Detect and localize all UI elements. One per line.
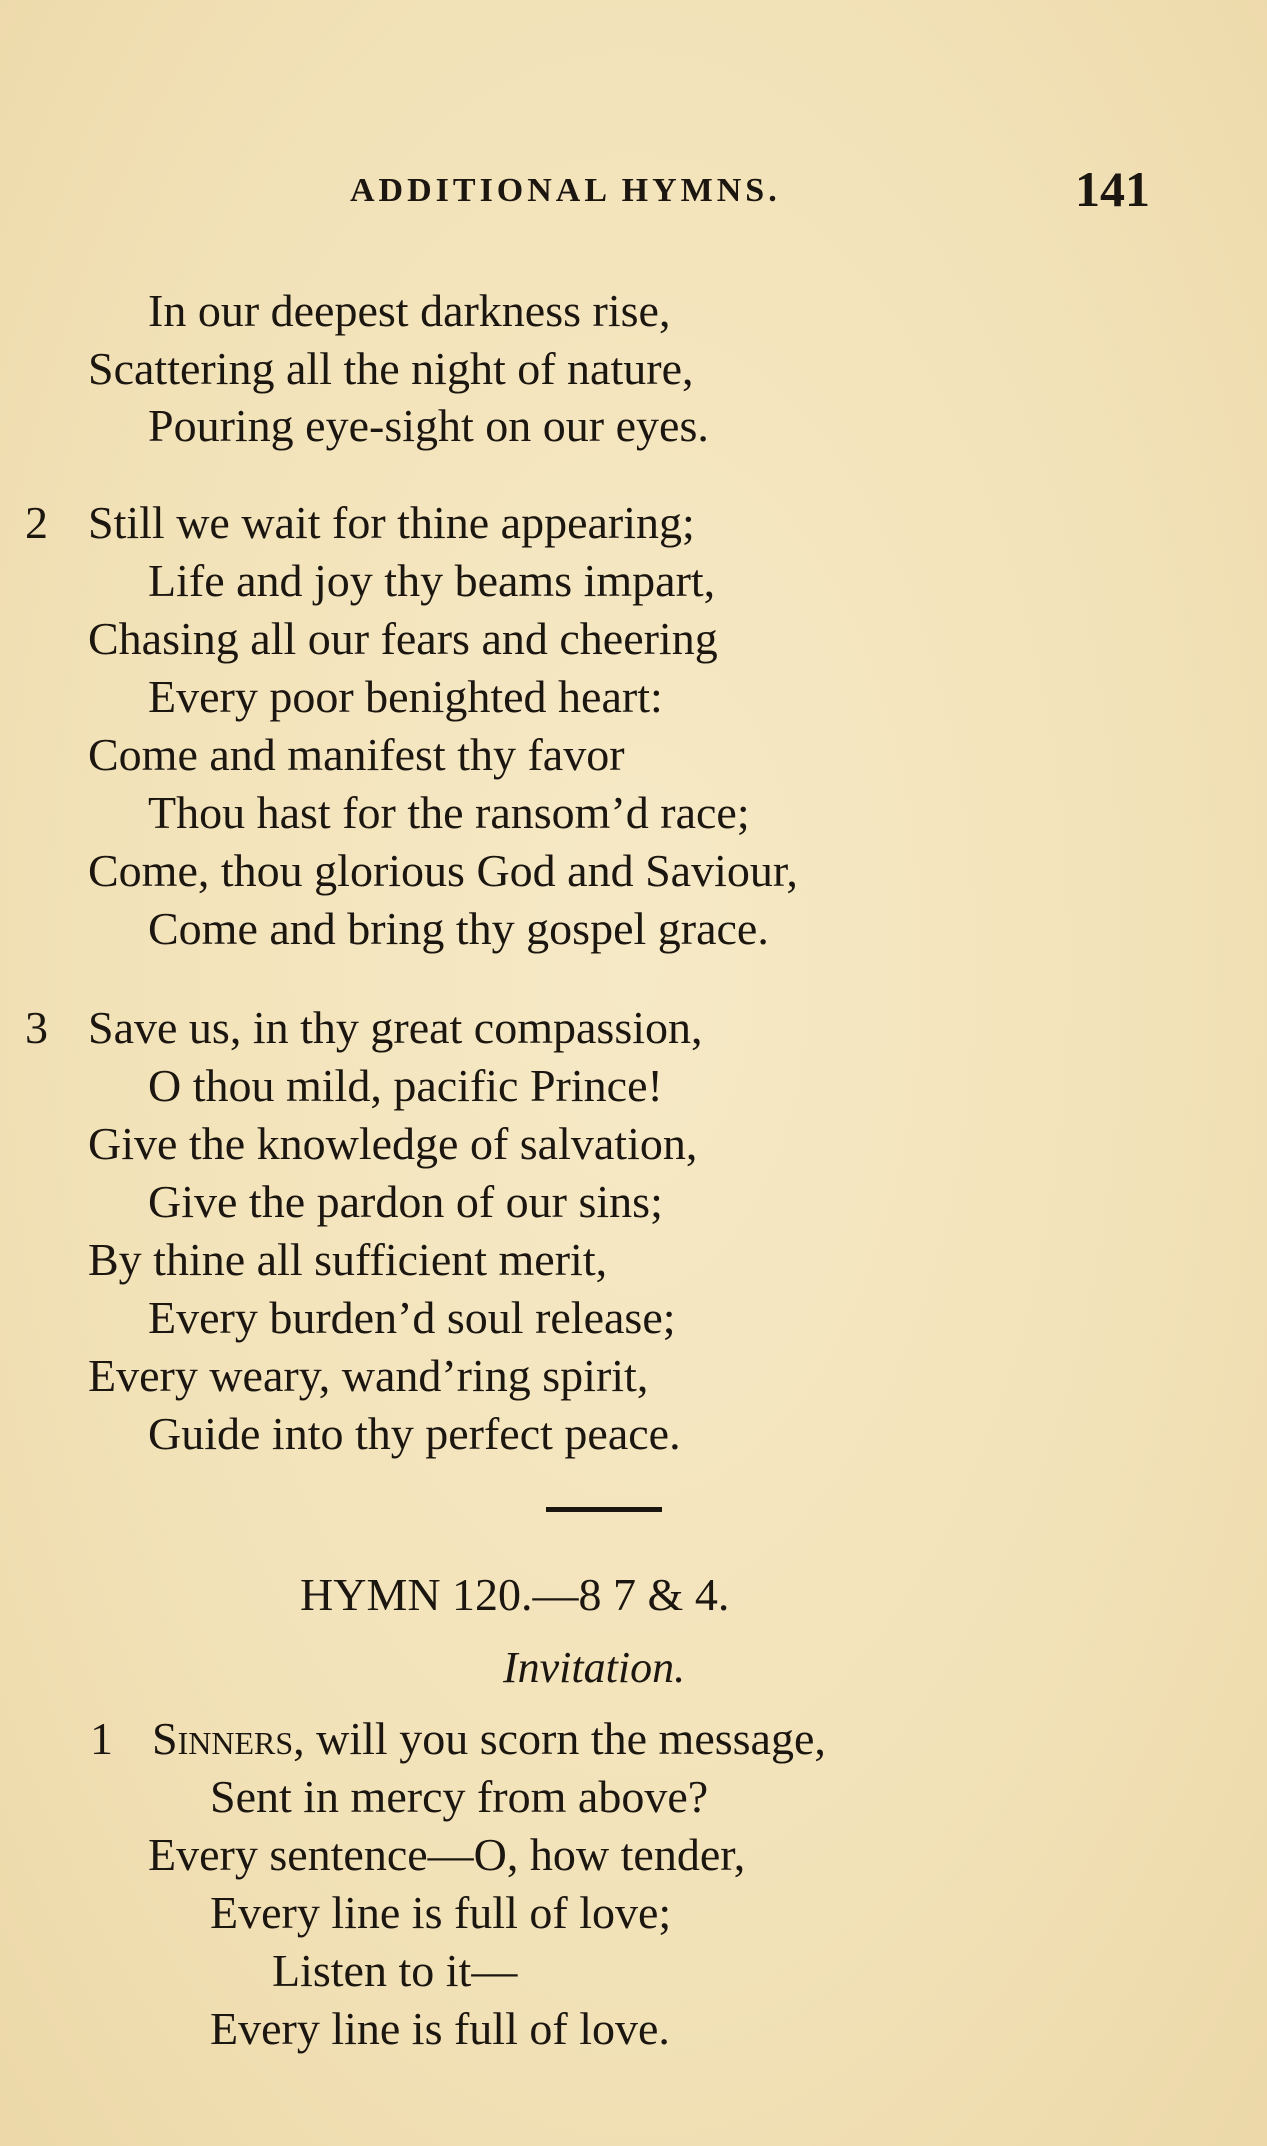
verse-line: Every line is full of love; bbox=[210, 1887, 672, 1938]
verse-line: Every poor benighted heart: bbox=[148, 671, 663, 722]
hymn-title: HYMN 120.—8 7 & 4. bbox=[300, 1569, 730, 1620]
page-number: 141 bbox=[1075, 161, 1150, 217]
verse-line: Every weary, wand’ring spirit, bbox=[88, 1350, 649, 1401]
verse-line: Give the pardon of our sins; bbox=[148, 1176, 663, 1227]
verse-line: Chasing all our fears and cheering bbox=[88, 613, 718, 664]
verse-line: Still we wait for thine appearing; bbox=[88, 497, 695, 548]
verse-line: Come, thou glorious God and Saviour, bbox=[88, 845, 798, 896]
verse-number: 2 bbox=[25, 497, 48, 548]
verse-number: 3 bbox=[25, 1002, 48, 1053]
verse-line: O thou mild, pacific Prince! bbox=[148, 1060, 663, 1111]
verse-line: Every sentence—O, how tender, bbox=[148, 1829, 746, 1880]
verse-line bbox=[152, 1713, 826, 1764]
verse-number: 1 bbox=[90, 1713, 113, 1764]
verse-line: In our deepest darkness rise, bbox=[148, 285, 671, 336]
verse-line: Life and joy thy beams impart, bbox=[148, 555, 716, 606]
section-divider bbox=[546, 1507, 662, 1512]
first-line-rest: will you scorn the message, bbox=[304, 1713, 826, 1764]
first-word-small-caps: Sinners, bbox=[152, 1713, 305, 1764]
running-head: ADDITIONAL HYMNS. bbox=[350, 172, 781, 209]
hymn-subtitle: Invitation. bbox=[503, 1643, 686, 1692]
verse-line: Come and bring thy gospel grace. bbox=[148, 903, 769, 954]
verse-line: Scattering all the night of nature, bbox=[88, 343, 694, 394]
verse-line: Guide into thy perfect peace. bbox=[148, 1408, 681, 1459]
verse-line: By thine all sufficient merit, bbox=[88, 1234, 608, 1285]
verse-line: Every line is full of love. bbox=[210, 2003, 670, 2054]
verse-line: Sent in mercy from above? bbox=[210, 1771, 709, 1822]
verse-line: Pouring eye-sight on our eyes. bbox=[148, 400, 709, 451]
verse-line: Come and manifest thy favor bbox=[88, 729, 625, 780]
verse-line: Every burden’d soul release; bbox=[148, 1292, 676, 1343]
verse-line: Thou hast for the ransom’d race; bbox=[148, 787, 750, 838]
verse-line: Save us, in thy great compassion, bbox=[88, 1002, 703, 1053]
verse-line: Give the knowledge of salvation, bbox=[88, 1118, 698, 1169]
verse-line: Listen to it— bbox=[272, 1945, 518, 1996]
